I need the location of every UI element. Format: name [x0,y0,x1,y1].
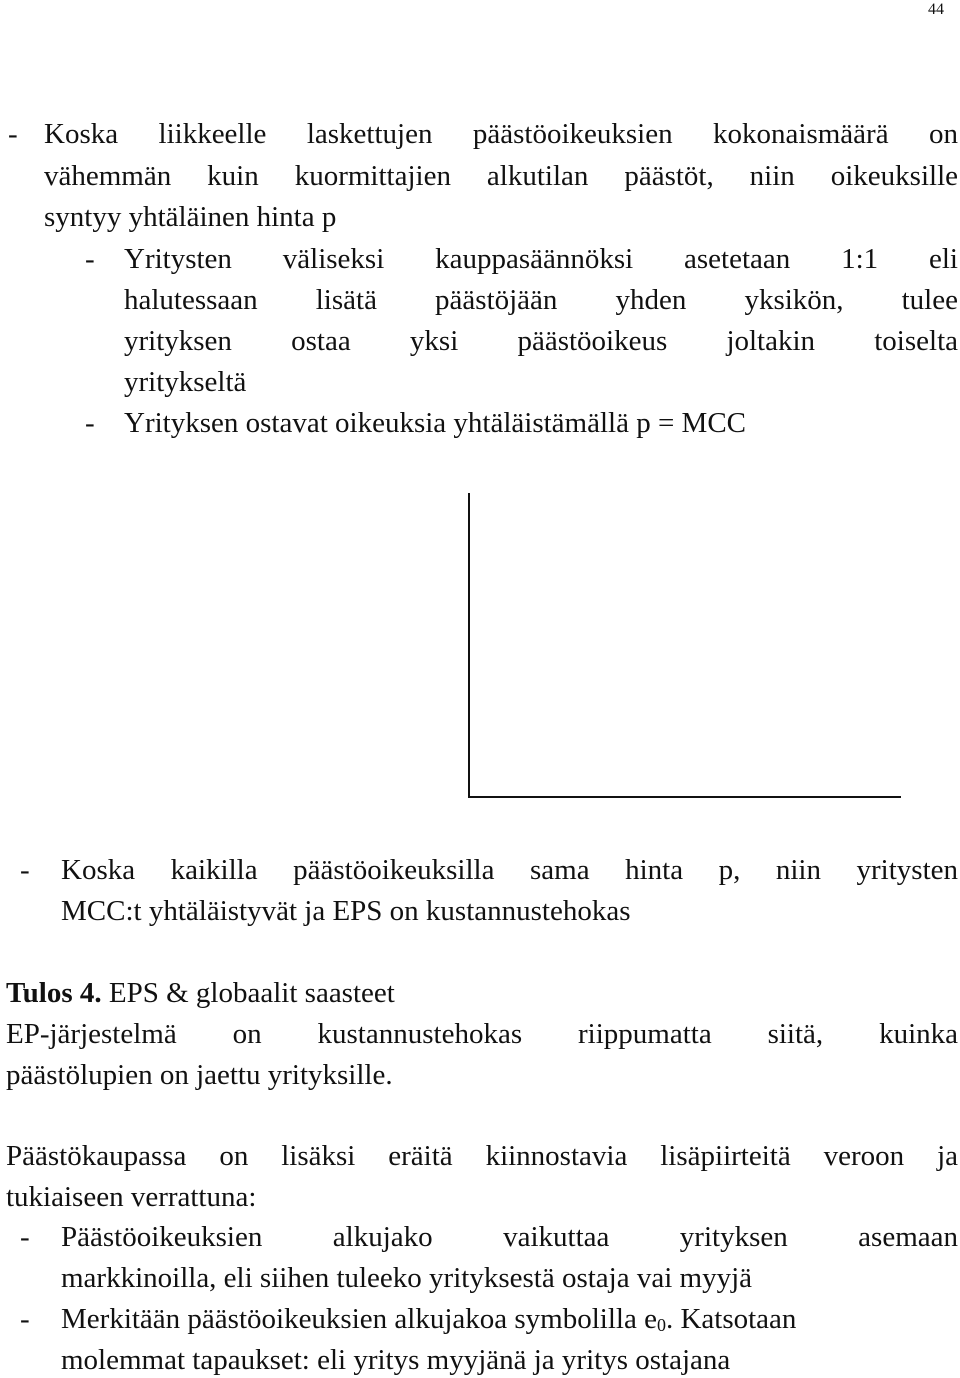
list2-item2-line1: Yrityksen ostavat oikeuksia yhtäläistämällä p = MCC [124,407,747,439]
para-line2: tukiaiseen verrattuna: [6,1181,257,1213]
list2-item1-line2: halutessaan lisätä päästöjään yhden yksikön, tulee [124,284,958,316]
list4-item2-line2: molemmat tapaukset: eli yritys myyjänä ja yritys ostajana [61,1344,731,1376]
list4-item2-text-b: . Katsotaan [665,1303,797,1335]
list2-item1-line4: yritykseltä [124,366,247,398]
y-axis [468,493,470,798]
bullet-dash: - [20,1221,30,1253]
list4-item1-line1: Päästöoikeuksien alkujako vaikuttaa yrityksen asemaan [61,1221,958,1253]
result-heading [6,975,395,1011]
list2-item1-line3: yrityksen ostaa yksi päästöoikeus joltakin toiselta [124,325,958,357]
list3-line2: MCC:t yhtäläistyvät ja EPS on kustannustehokas [61,895,631,927]
bullet-dash: - [20,854,30,886]
bullet-dash: - [8,118,18,150]
list1-line1: Koska liikkeelle laskettujen päästöoikeuksien kokonaismäärä on [44,118,958,150]
page-number: 44 [928,1,944,18]
result-label: Tulos 4. [6,977,102,1009]
list1-line3: syntyy yhtäläinen hinta p [44,201,337,233]
para-line1: Päästökaupassa on lisäksi eräitä kiinnostavia lisäpiirteitä veroon ja [6,1140,958,1172]
list4-item1-line2: markkinoilla, eli siihen tuleeko yrityksestä ostaja vai myyjä [61,1262,753,1294]
list1-line2: vähemmän kuin kuormittajien alkutilan päästöt, niin oikeuksille [44,160,958,192]
list2-item1-line1: Yritysten väliseksi kauppasäännöksi asetetaan 1:1 eli [124,243,958,275]
bullet-dash: - [20,1303,30,1335]
list4-item2-text-a: Merkitään päästöoikeuksien alkujakoa symbolilla e [61,1303,657,1335]
result-line1: EP-järjestelmä on kustannustehokas riippumatta siitä, kuinka [6,1018,958,1050]
list4-item2-line1 [61,1301,796,1343]
result-line2: päästölupien on jaettu yrityksille. [6,1059,393,1091]
result-title: EPS & globaalit saasteet [101,977,395,1009]
bullet-dash: - [85,407,95,439]
list3-line1: Koska kaikilla päästöoikeuksilla sama hinta p, niin yritysten [61,854,958,886]
subscript-zero: 0 [656,1315,666,1335]
x-axis [468,796,901,798]
bullet-dash: - [85,243,95,275]
